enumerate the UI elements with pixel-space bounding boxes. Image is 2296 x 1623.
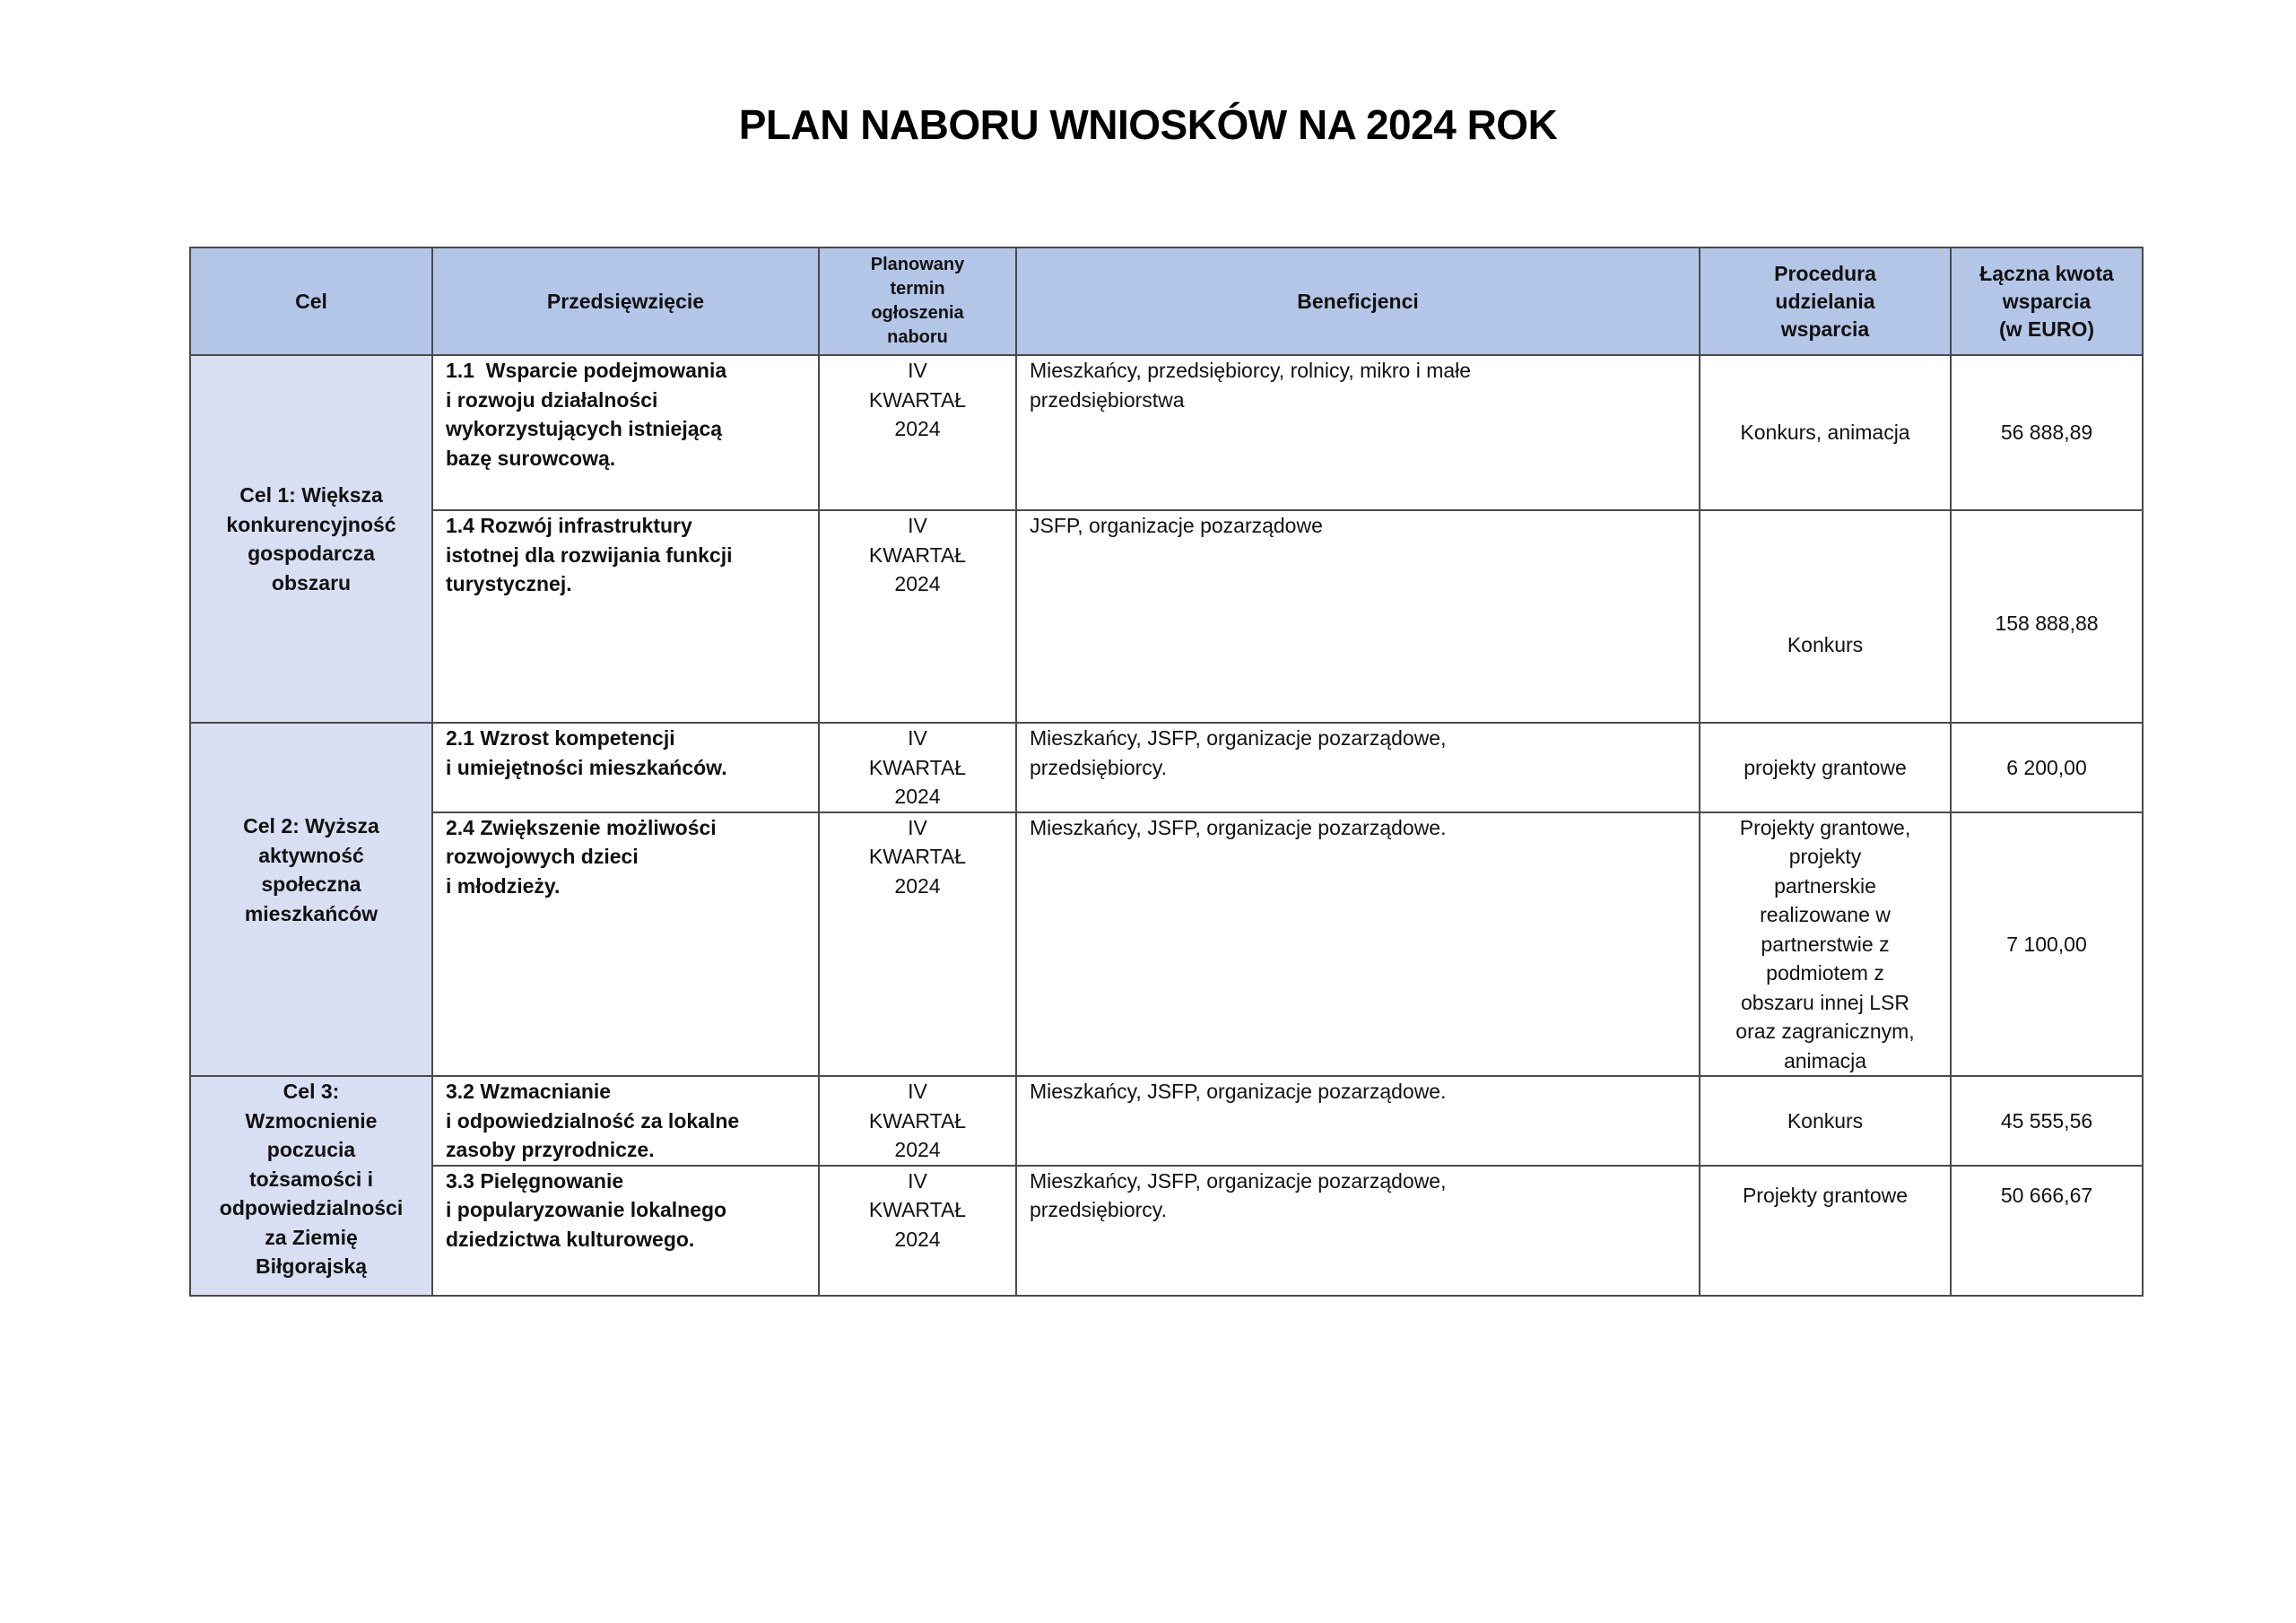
header-przedsiewziecie: Przedsięwzięcie — [432, 247, 819, 355]
table-header-row — [190, 247, 2143, 355]
header-kwota-line: wsparcia — [2002, 289, 2092, 313]
beneficiaries-line: przedsiębiorcy. — [1030, 755, 1167, 779]
beneficiaries-line: przedsiębiorstwa — [1030, 387, 1185, 412]
term-cell — [819, 510, 1016, 723]
amount-cell: 7 100,00 — [1951, 812, 2143, 1077]
header-kwota-line: Łączna kwota — [1979, 261, 2114, 285]
goal-line: za Ziemię — [265, 1225, 358, 1249]
procedure-cell — [1700, 723, 1951, 812]
goal-line: Cel 3: — [283, 1080, 340, 1103]
action-line: 2.4 Zwiększenie możliwości — [446, 815, 717, 839]
goal-cell-1 — [190, 355, 432, 723]
table-row — [190, 812, 2143, 1077]
table-row — [190, 510, 2143, 723]
goal-cell-3 — [190, 1076, 432, 1296]
table-row — [190, 355, 2143, 510]
term-cell — [819, 1166, 1016, 1296]
beneficiaries-line: Mieszkańcy, JSFP, organizacje pozarządowe. — [1030, 1080, 1447, 1103]
header-procedura-line: Procedura — [1774, 261, 1876, 285]
table-row — [190, 1076, 2143, 1166]
beneficiaries-cell — [1016, 510, 1700, 723]
goal-line: odpowiedzialności — [219, 1196, 404, 1219]
action-line: wykorzystujących istniejącą — [446, 417, 723, 440]
procedure-line: partnerskie — [1774, 873, 1876, 898]
procedure-line: partnerstwie z — [1761, 932, 1890, 956]
header-procedura — [1700, 247, 1951, 355]
term-line: 2024 — [894, 1138, 941, 1161]
goal-line: konkurencyjność — [226, 512, 396, 536]
goal-line: Biłgorajską — [256, 1254, 367, 1278]
amount-cell: 158 888,88 — [1951, 510, 2143, 723]
term-line: IV — [908, 1080, 927, 1103]
procedure-cell — [1700, 1076, 1951, 1166]
procedure-cell — [1700, 355, 1951, 510]
term-cell — [819, 355, 1016, 510]
beneficiaries-cell — [1016, 812, 1700, 1077]
term-line: 2024 — [894, 572, 941, 595]
action-line: i popularyzowanie lokalnego — [446, 1198, 727, 1221]
term-line: KWARTAŁ — [868, 542, 967, 567]
term-cell — [819, 1076, 1016, 1166]
table-row — [190, 1166, 2143, 1296]
goal-line: tożsamości i — [248, 1167, 374, 1191]
goal-line: Cel 1: Większa — [239, 483, 383, 507]
procedure-cell — [1700, 510, 1951, 723]
goal-line: poczucia — [266, 1138, 356, 1161]
term-line: IV — [908, 514, 927, 537]
plan-table — [189, 247, 2144, 1297]
action-line: istotnej dla rozwijania funkcji — [446, 542, 733, 567]
procedure-line: projekty grantowe — [1744, 755, 1907, 779]
term-line: KWARTAŁ — [868, 1108, 967, 1133]
procedure-line: Konkurs — [1787, 1108, 1864, 1133]
goal-line: Cel 2: Wyższa — [243, 814, 379, 838]
action-cell — [432, 355, 819, 510]
procedure-cell — [1700, 1166, 1951, 1296]
term-line: KWARTAŁ — [868, 387, 967, 412]
amount-cell: 50 666,67 — [1951, 1166, 2143, 1296]
action-line: bazę surowcową. — [446, 446, 616, 470]
header-termin-line: termin — [890, 279, 945, 299]
action-line: rozwojowych dzieci — [446, 845, 639, 868]
header-procedura-line: udzielania — [1775, 289, 1875, 313]
action-cell — [432, 1166, 819, 1296]
term-cell — [819, 812, 1016, 1077]
action-line: dziedzictwa kulturowego. — [446, 1227, 695, 1251]
action-line: turystycznej. — [446, 572, 572, 595]
term-line: KWARTAŁ — [868, 845, 967, 868]
term-line: IV — [908, 359, 927, 382]
beneficiaries-line: Mieszkańcy, JSFP, organizacje pozarządowe. — [1030, 815, 1447, 839]
goal-line: społeczna — [261, 872, 361, 896]
beneficiaries-cell — [1016, 723, 1700, 812]
beneficiaries-cell — [1016, 1166, 1700, 1296]
term-line: KWARTAŁ — [868, 755, 967, 779]
procedure-line: oraz zagranicznym, — [1735, 1020, 1915, 1043]
procedure-line: realizowane w — [1760, 903, 1891, 926]
term-cell — [819, 723, 1016, 812]
procedure-line: Konkurs, animacja — [1740, 421, 1910, 445]
header-termin-line: ogłoszenia — [871, 303, 964, 323]
amount-cell: 56 888,89 — [1951, 355, 2143, 510]
procedure-line: projekty — [1788, 845, 1862, 868]
procedure-line: obszaru innej LSR — [1741, 990, 1909, 1014]
action-line: 2.1 Wzrost kompetencji — [446, 726, 675, 750]
term-line: IV — [908, 1168, 927, 1193]
header-termin-line: Planowany — [870, 255, 965, 274]
header-termin — [819, 247, 1016, 355]
procedure-line: animacja — [1783, 1048, 1867, 1072]
action-line: 3.3 Pielęgnowanie — [446, 1168, 624, 1193]
header-beneficjenci: Beneficjenci — [1016, 247, 1700, 355]
beneficiaries-line: JSFP, organizacje pozarządowe — [1030, 514, 1323, 537]
term-line: 2024 — [894, 785, 941, 808]
term-line: IV — [908, 726, 927, 750]
action-cell — [432, 723, 819, 812]
goal-line: obszaru — [271, 570, 352, 595]
procedure-cell — [1700, 812, 1951, 1077]
action-cell — [432, 812, 819, 1077]
header-kwota-line: (w EURO) — [1998, 317, 2095, 341]
page-title: PLAN NABORU WNIOSKÓW NA 2024 ROK — [738, 101, 1558, 148]
procedure-line: Projekty grantowe, — [1739, 815, 1911, 839]
action-line: i umiejętności mieszkańców. — [446, 755, 727, 779]
goal-cell-2 — [190, 723, 432, 1076]
action-line: 3.2 Wzmacnianie — [446, 1080, 612, 1103]
beneficiaries-line: Mieszkańcy, JSFP, organizacje pozarządowe, — [1030, 726, 1447, 750]
goal-line: gospodarcza — [248, 542, 375, 565]
term-line: KWARTAŁ — [868, 1198, 967, 1221]
procedure-line: Konkurs — [1787, 633, 1864, 657]
term-line: 2024 — [894, 417, 941, 440]
amount-cell: 6 200,00 — [1951, 723, 2143, 812]
beneficiaries-line: Mieszkańcy, JSFP, organizacje pozarządowe, — [1030, 1168, 1447, 1193]
action-line: zasoby przyrodnicze. — [446, 1138, 655, 1161]
header-kwota — [1951, 247, 2143, 355]
header-termin-line: naboru — [887, 327, 948, 347]
action-line: i młodzieży. — [446, 873, 561, 898]
term-line: 2024 — [894, 1227, 941, 1251]
action-cell — [432, 1076, 819, 1166]
goal-line: Wzmocnienie — [245, 1108, 378, 1133]
action-line: 1.1 Wsparcie podejmowania — [446, 359, 727, 382]
action-line: 1.4 Rozwój infrastruktury — [446, 514, 692, 537]
procedure-line: podmiotem z — [1766, 961, 1884, 985]
term-line: IV — [908, 815, 927, 839]
procedure-line: Projekty grantowe — [1742, 1183, 1909, 1207]
header-procedura-line: wsparcia — [1780, 317, 1870, 341]
beneficiaries-line: Mieszkańcy, przedsiębiorcy, rolnicy, mikro i małe — [1030, 359, 1472, 382]
action-line: i odpowiedzialność za lokalne — [446, 1108, 740, 1133]
goal-line: aktywność — [258, 843, 364, 867]
header-cel: Cel — [190, 247, 432, 355]
amount-cell: 45 555,56 — [1951, 1076, 2143, 1166]
table-row — [190, 723, 2143, 812]
action-line: i rozwoju działalności — [446, 387, 658, 412]
action-cell — [432, 510, 819, 723]
goal-line: mieszkańców — [244, 901, 378, 925]
term-line: 2024 — [894, 873, 941, 898]
beneficiaries-line: przedsiębiorcy. — [1030, 1198, 1167, 1221]
beneficiaries-cell — [1016, 355, 1700, 510]
beneficiaries-cell — [1016, 1076, 1700, 1166]
